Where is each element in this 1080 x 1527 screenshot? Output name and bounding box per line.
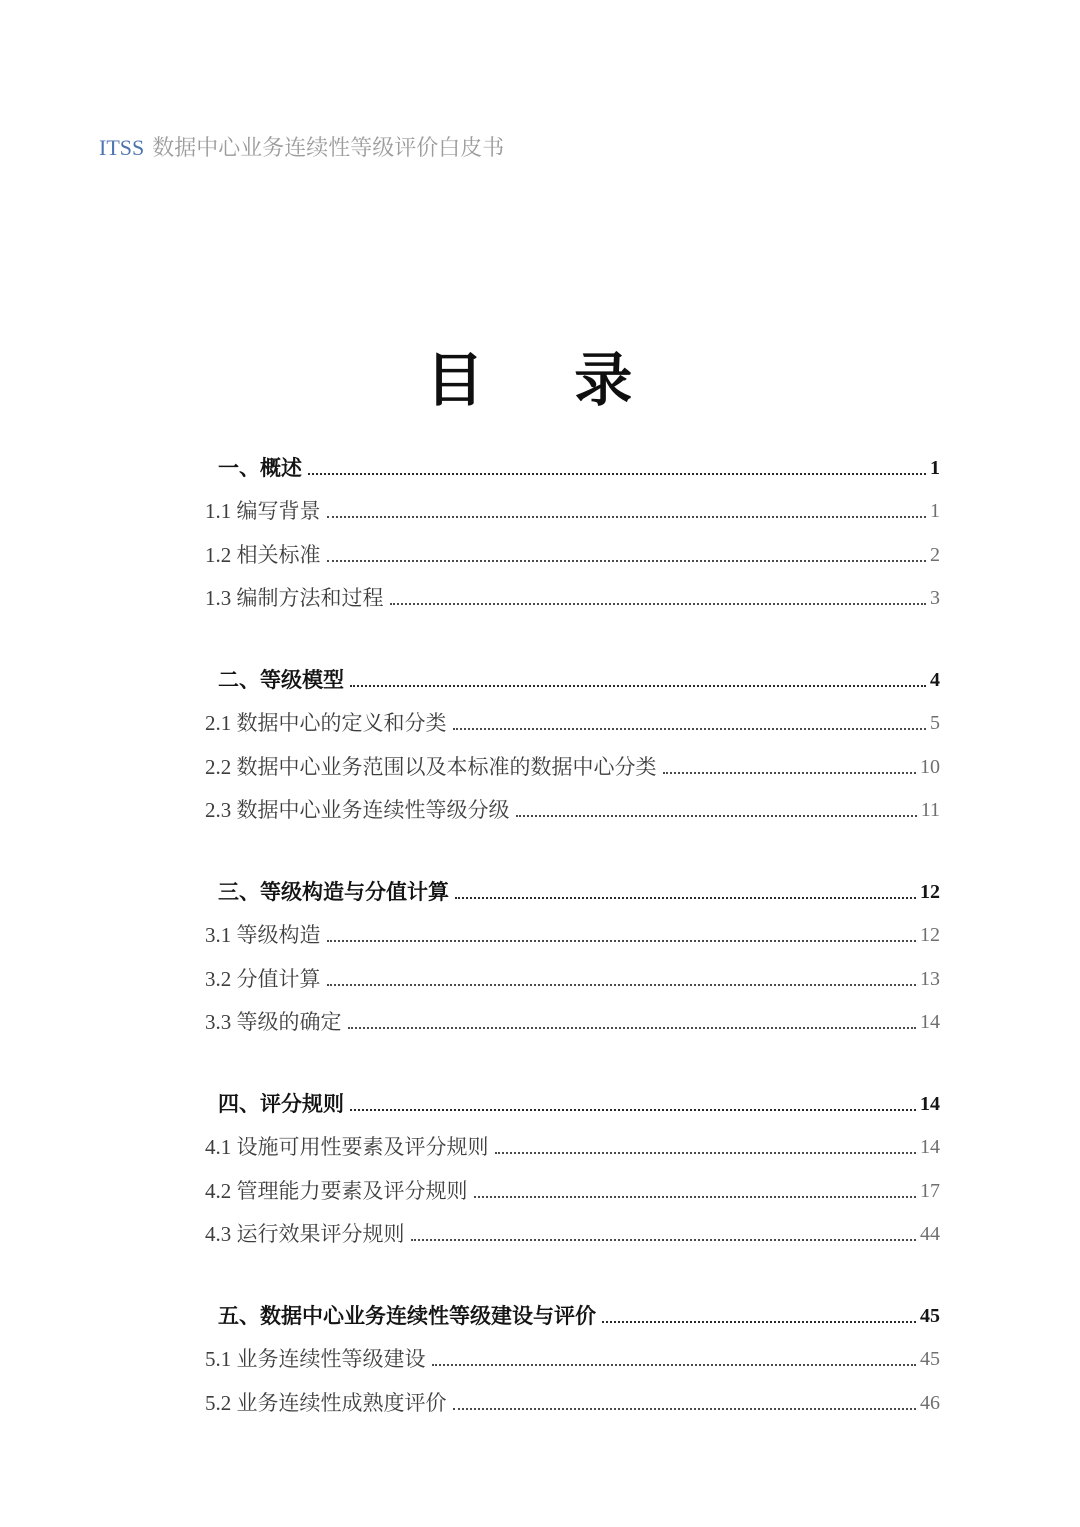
- toc-item-row: [205, 737, 940, 781]
- dot-leader: [474, 1196, 917, 1198]
- toc-page-number: 2: [930, 543, 940, 566]
- toc-entry-label: 1.3 编制方法和过程: [205, 586, 384, 610]
- toc-page-number: 12: [920, 880, 940, 903]
- toc-entry-label: 4.3 运行效果评分规则: [205, 1222, 405, 1246]
- dot-leader: [350, 1109, 916, 1111]
- dot-leader: [516, 815, 917, 817]
- dot-leader: [455, 897, 916, 899]
- toc-page-number: 14: [920, 1136, 940, 1158]
- toc-entry-label: 一、概述: [218, 455, 302, 480]
- dot-leader: [308, 473, 926, 475]
- toc-page-number: 4: [930, 668, 940, 691]
- toc-entry-label: 3.3 等级的确定: [205, 1010, 342, 1034]
- dot-leader: [495, 1152, 917, 1154]
- toc-item-row: [205, 1373, 940, 1417]
- toc-heading-row: [205, 650, 940, 694]
- toc-entry-label: 2.3 数据中心业务连续性等级分级: [205, 798, 510, 822]
- dot-leader: [602, 1321, 916, 1323]
- toc-page-number: 14: [920, 1011, 940, 1033]
- toc-item-row: [205, 1161, 940, 1205]
- toc-item-row: [205, 1330, 940, 1374]
- toc-entry-label: 2.2 数据中心业务范围以及本标准的数据中心分类: [205, 754, 657, 779]
- document-title-label: 数据中心业务连续性等级评价白皮书: [152, 135, 505, 160]
- toc-entry-label: 5.1 业务连续性等级建设: [205, 1347, 426, 1371]
- dot-leader: [663, 772, 917, 774]
- toc-heading-row: [205, 438, 940, 482]
- toc-page-number: 13: [920, 967, 940, 990]
- toc-heading-row: [205, 1286, 940, 1330]
- toc-item-row: [205, 569, 940, 613]
- toc-item-row: [205, 781, 940, 825]
- toc-page-number: 44: [920, 1223, 940, 1245]
- toc-page-number: 5: [930, 712, 940, 734]
- toc-page-number: 10: [920, 755, 940, 778]
- toc-page-number: 45: [920, 1304, 940, 1327]
- dot-leader: [432, 1364, 917, 1366]
- toc-item-row: [205, 1205, 940, 1249]
- table-of-contents: [205, 438, 940, 1417]
- toc-page-number: 3: [930, 587, 940, 609]
- toc-item-row: [205, 694, 940, 738]
- toc-item-row: [205, 993, 940, 1037]
- toc-entry-label: 5.2 业务连续性成熟度评价: [205, 1390, 447, 1415]
- toc-entry-label: 二、等级模型: [218, 667, 344, 692]
- toc-entry-label: 1.1 编写背景: [205, 499, 321, 523]
- toc-item-row: [205, 1118, 940, 1162]
- toc-entry-label: 三、等级构造与分值计算: [218, 879, 449, 904]
- toc-item-row: [205, 906, 940, 950]
- toc-page-title: 目 录: [425, 347, 635, 413]
- dot-leader: [348, 1027, 917, 1029]
- toc-entry-label: 3.1 等级构造: [205, 923, 321, 947]
- toc-heading-row: [205, 1074, 940, 1118]
- toc-entry-label: 3.2 分值计算: [205, 966, 321, 991]
- dot-leader: [327, 516, 927, 518]
- dot-leader: [453, 728, 927, 730]
- toc-item-row: [205, 525, 940, 569]
- toc-heading-row: [205, 862, 940, 906]
- toc-item-row: [205, 949, 940, 993]
- toc-page-number: 1: [930, 456, 940, 479]
- toc-page-number: 1: [930, 500, 940, 522]
- toc-page-number: 45: [920, 1348, 940, 1370]
- toc-entry-label: 2.1 数据中心的定义和分类: [205, 711, 447, 735]
- toc-page-number: 14: [920, 1092, 940, 1115]
- dot-leader: [327, 984, 917, 986]
- toc-entry-label: 4.1 设施可用性要素及评分规则: [205, 1135, 489, 1159]
- toc-page-number: 46: [920, 1391, 940, 1414]
- toc-entry-label: 4.2 管理能力要素及评分规则: [205, 1178, 468, 1203]
- toc-entry-label: 1.2 相关标准: [205, 542, 321, 567]
- toc-page-number: 17: [920, 1179, 940, 1202]
- toc-page-number: 12: [920, 924, 940, 946]
- running-header: [99, 134, 504, 162]
- dot-leader: [327, 560, 927, 562]
- itss-brand-label: ITSS: [99, 135, 145, 160]
- toc-entry-label: 五、数据中心业务连续性等级建设与评价: [218, 1303, 596, 1328]
- dot-leader: [411, 1239, 917, 1241]
- dot-leader: [327, 940, 917, 942]
- toc-page-number: 11: [920, 799, 940, 821]
- dot-leader: [453, 1408, 917, 1410]
- toc-item-row: [205, 482, 940, 526]
- dot-leader: [350, 685, 926, 687]
- dot-leader: [390, 603, 927, 605]
- toc-entry-label: 四、评分规则: [218, 1091, 344, 1116]
